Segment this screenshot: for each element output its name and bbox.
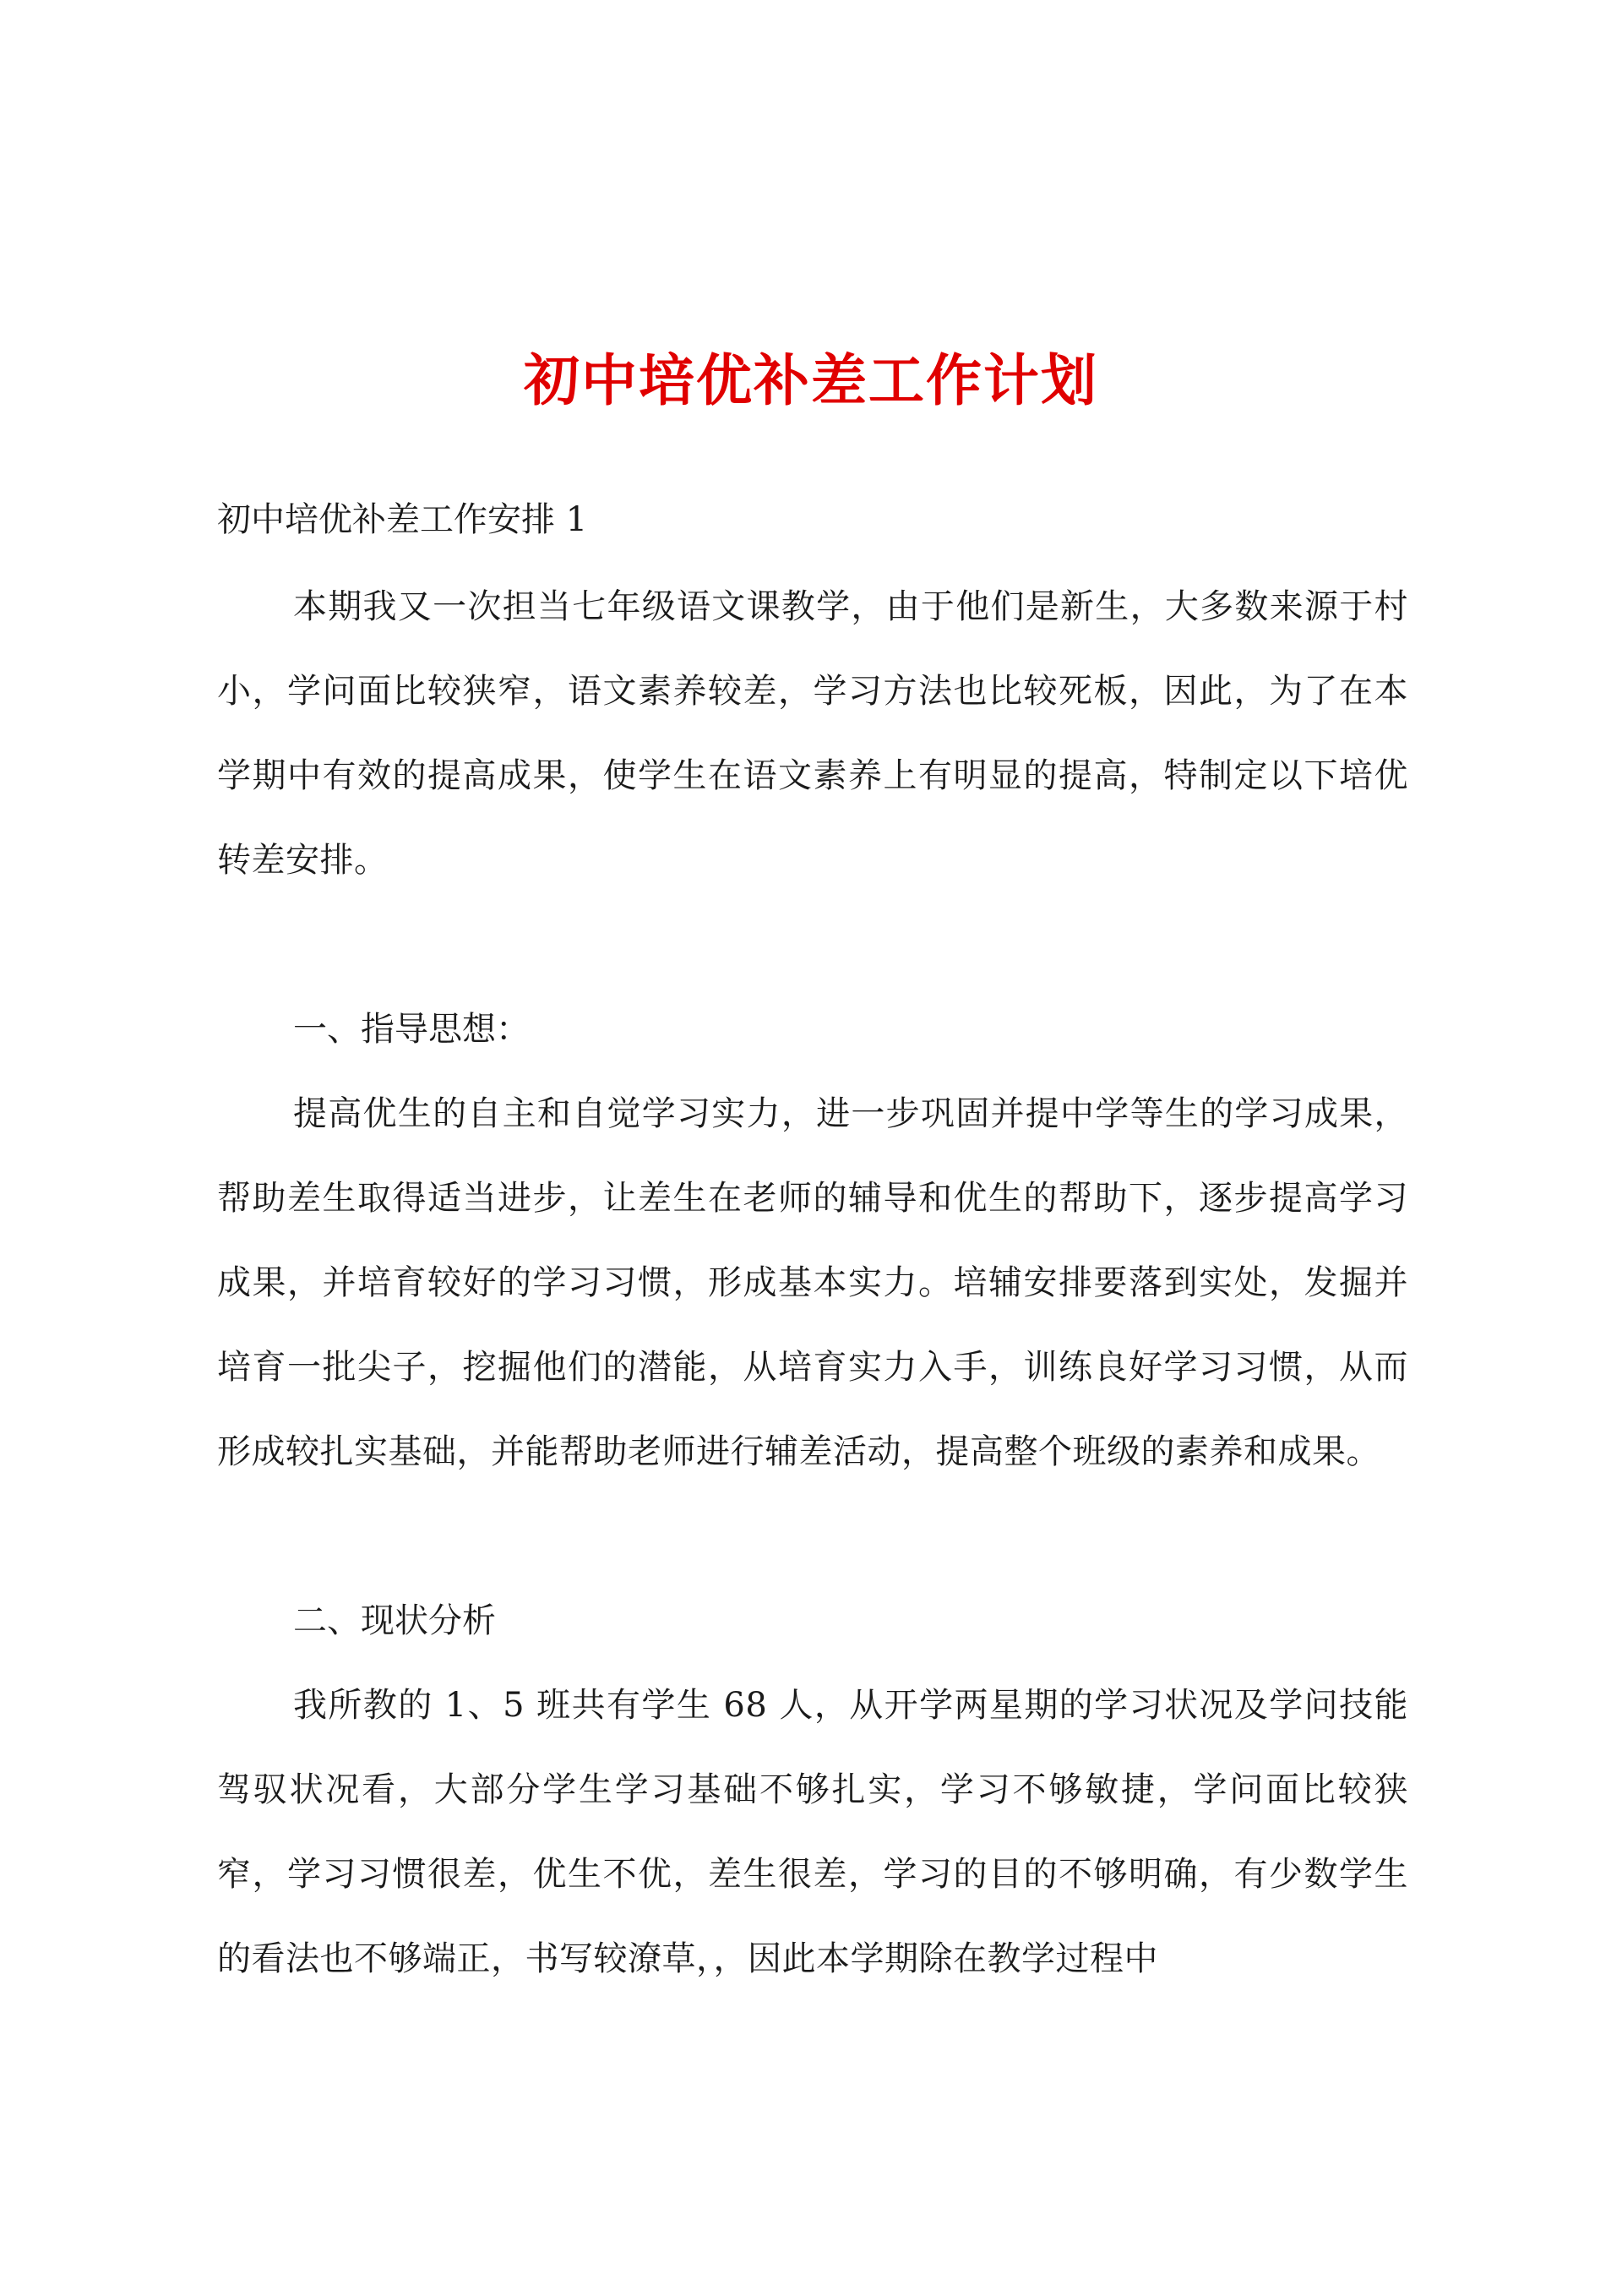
paragraph-intro: 本期我又一次担当七年级语文课教学，由于他们是新生，大多数来源于村小，学问面比较狭窄，语文素养较差，学习方法也比较死板，因此，为了在本学期中有效的提高成果，使学生在语文素养上有明显的提高，特制定以下培优转差安排。 xyxy=(217,587,1408,880)
document-subtitle: 初中培优补差工作安排 1 xyxy=(217,500,588,539)
section-heading-guiding: 一、指导思想： xyxy=(293,1010,530,1049)
document-title: 初中培优补差工作计划 xyxy=(524,347,1098,413)
paragraph-guiding: 提高优生的自主和自觉学习实力，进一步巩固并提中学等生的学习成果，帮助差生取得适当进步，让差生在老师的辅导和优生的帮助下，逐步提高学习成果，并培育较好的学习习惯，形成基本实力。培辅安排要落到实处，发掘并培育一批尖子，挖掘他们的潜能，从培育实力入手，训练良好学习习惯，从而形成较扎实基础，并能帮助老师进行辅差活动，提高整个班级的素养和成果。 xyxy=(217,1094,1408,1471)
paragraph-status: 我所教的 1、5 班共有学生 68 人，从开学两星期的学习状况及学问技能驾驭状况看，大部分学生学习基础不够扎实，学习不够敏捷，学问面比较狭窄，学习习惯很差，优生不优，差生很差，学习的目的不够明确，有少数学生的看法也不够端正，书写较潦草，，因此本学期除在教学过程中 xyxy=(217,1686,1408,1978)
section-heading-status: 二、现状分析 xyxy=(293,1601,496,1640)
